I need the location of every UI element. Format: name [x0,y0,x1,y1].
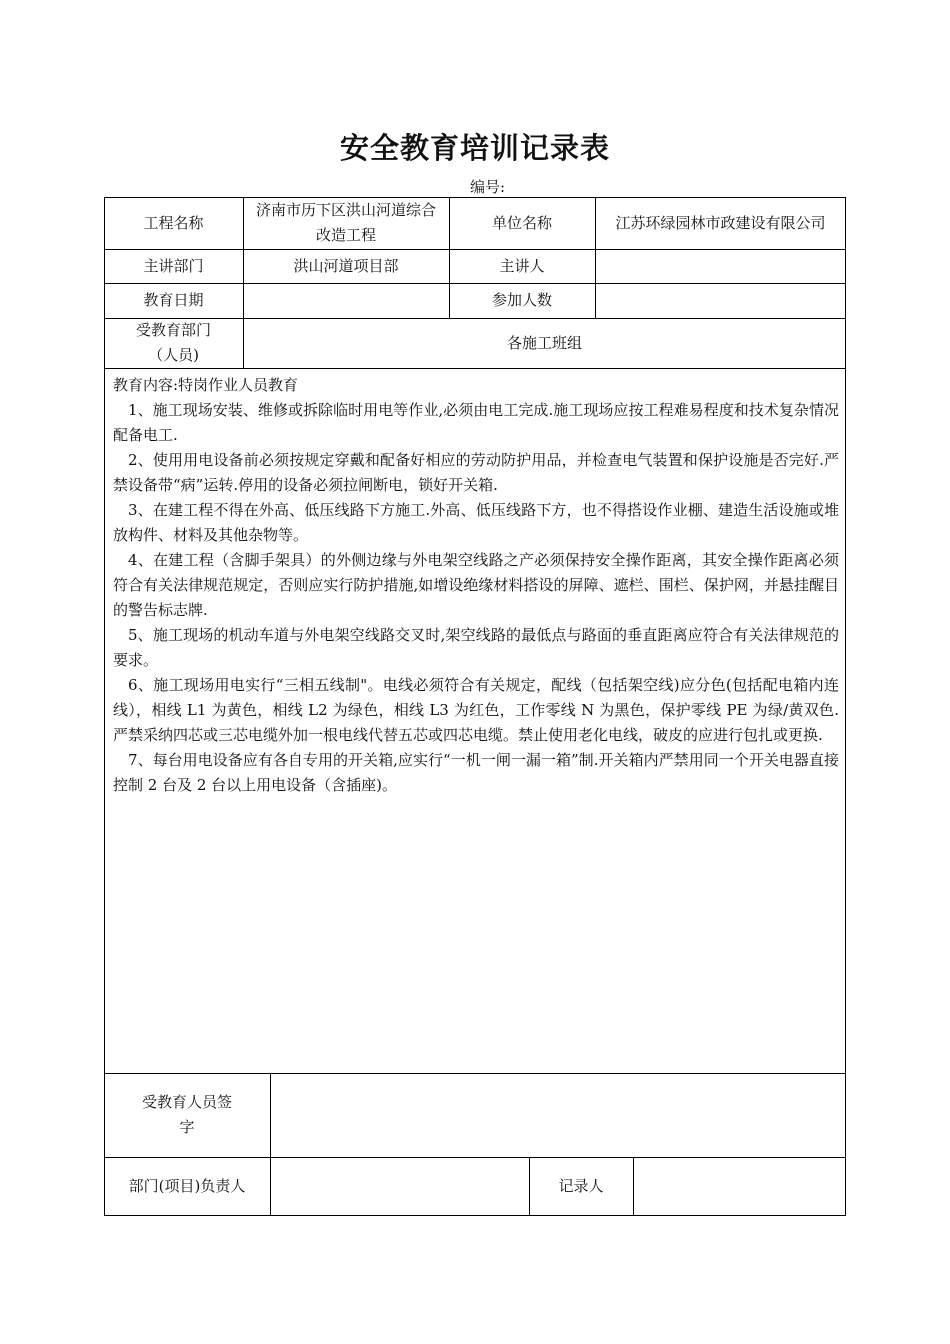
unit-name-value[interactable]: 江苏环绿园林市政建设有限公司 [615,213,826,232]
education-date-label: 教育日期 [143,291,204,309]
project-name-value[interactable]: 济南市历下区洪山河道综合改造工程 [255,201,436,244]
trainee-department-value[interactable]: 各施工班组 [506,333,582,352]
recorder-field[interactable] [633,1157,846,1216]
content-heading: 教育内容:特岗作业人员教育 [113,376,299,394]
content-item: 4、在建工程（含脚手架具）的外侧边缘与外电架空线路之产必须保持安全操作距离，其安全操作距离必须符合有关法律规范规定，否则应实行防护措施,如增设绝缘材料搭设的屏障、遮栏、围栏、保护网，并悬挂醒目的警告标志牌. [113,551,839,619]
trainees-signature-label: 受教育人员签字 [142,1093,233,1136]
department-leader-field[interactable] [270,1157,529,1216]
content-item: 1、施工现场安装、维修或拆除临时用电等作业,必须由电工完成.施工现场应按工程难易程度和技术复杂情况配备电工. [113,401,839,444]
speaker-value[interactable] [595,249,846,283]
document-code-label: 编号: [470,178,506,196]
lecture-department-value[interactable]: 洪山河道项目部 [293,256,399,275]
trainees-signature-field[interactable] [270,1073,846,1157]
education-date-value[interactable] [243,283,449,318]
page-title: 安全教育培训记录表 [339,131,610,165]
education-content [113,373,839,798]
project-name-label: 工程名称 [143,213,204,232]
content-item: 6、施工现场用电实行“三相五线制"。电线必须符合有关规定，配线（包括架空线)应分色(包括配电箱内连线），相线 L1 为黄色，相线 L2 为绿色，相线 L3 为红色，工作零线 N 为黑色，保护零线 PE 为绿/黄双色.严禁采纳四芯或三芯电缆外加一根电线代替五芯或四芯电缆。禁止使用老化电线，破皮的应进行包扎或更换. [113,676,839,744]
trainee-department-label: 受教育部门（人员) [135,321,211,364]
recorder-label: 记录人 [558,1177,604,1195]
content-item: 3、在建工程不得在外高、低压线路下方施工.外高、低压线路下方，也不得搭设作业棚、建造生活设施或堆放构件、材料及其他杂物等。 [113,501,839,544]
content-item: 5、施工现场的机动车道与外电架空线路交叉时,架空线路的最低点与路面的垂直距离应符合有关法律规范的要求。 [113,626,839,669]
department-leader-label: 部门(项目)负责人 [128,1177,246,1195]
content-item: 7、每台用电设备应有各自专用的开关箱,应实行“一机一闸一漏一箱”制.开关箱内严禁用同一个开关电器直接控制 2 台及 2 台以上用电设备（含插座)。 [113,751,839,794]
content-item: 2、使用用电设备前必须按规定穿戴和配备好相应的劳动防护用品，并检查电气装置和保护设施是否完好.严禁设备带“病”运转.停用的设备必须拉闸断电，锁好开关箱. [113,451,839,494]
unit-name-label: 单位名称 [491,213,552,232]
participant-count-value[interactable] [595,283,846,318]
lecture-department-label: 主讲部门 [143,256,204,275]
participant-count-label: 参加人数 [491,291,552,309]
speaker-label: 主讲人 [499,256,545,275]
